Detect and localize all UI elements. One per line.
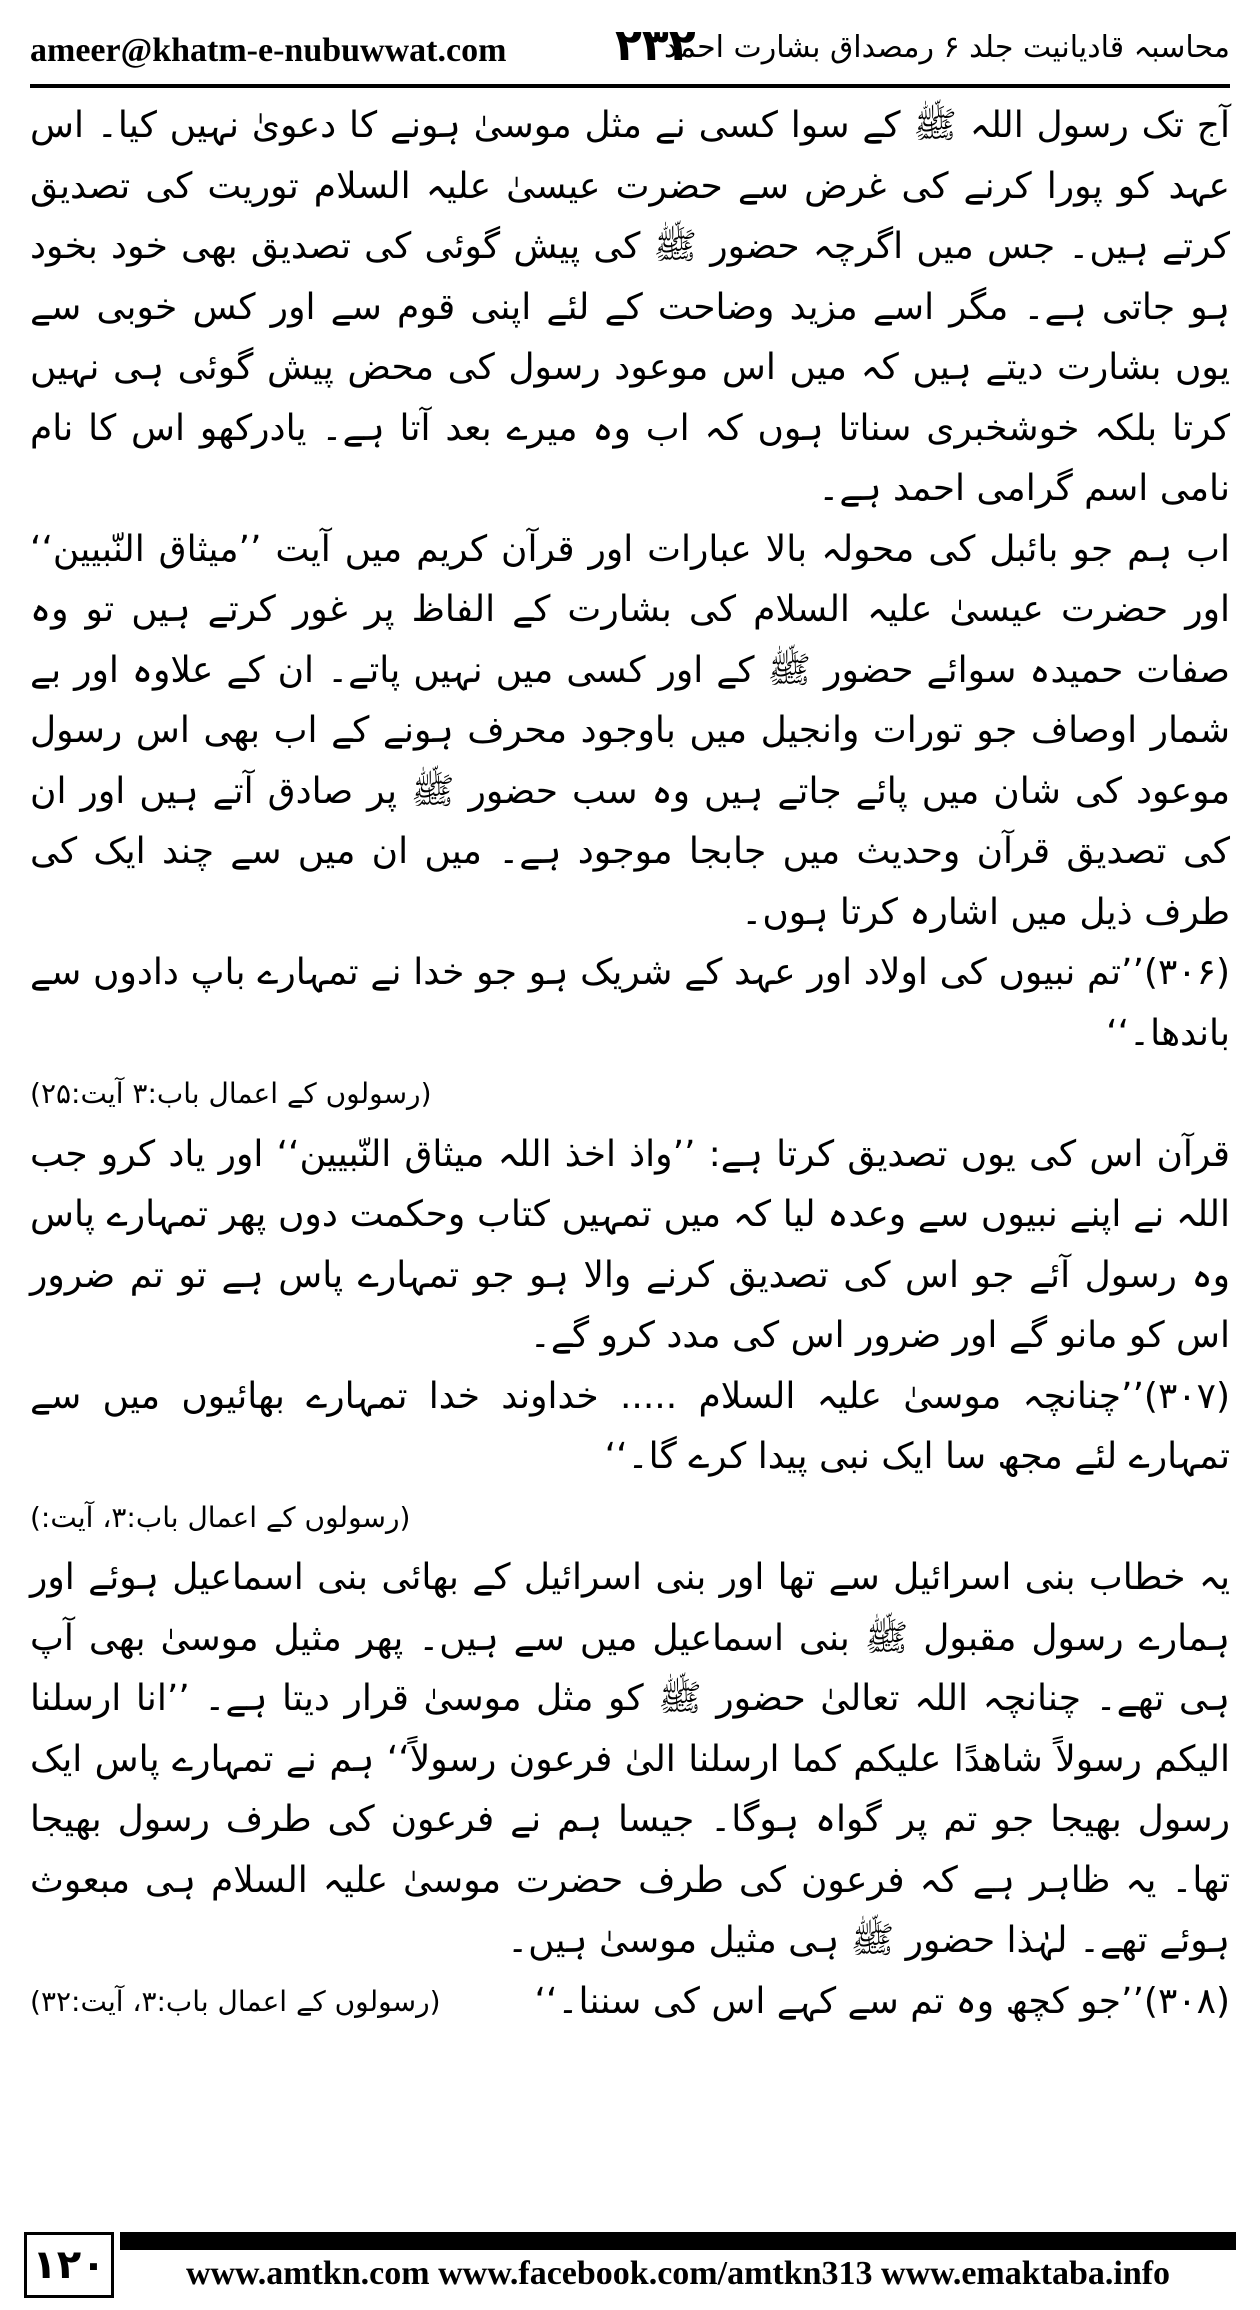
header-divider — [30, 84, 1230, 88]
reference-308: (رسولوں کے اعمال باب:۳، آیت:۳۲) — [30, 1984, 441, 2018]
footer-urls: www.amtkn.com www.facebook.com/amtkn313 www.emaktaba.info — [120, 2250, 1236, 2298]
paragraph-2: اب ہم جو بائبل کی محولہ بالا عبارات اور قرآن کریم میں آیت ’’میثاق النّبیین‘‘ اور حضرت عیسیٰ علیہ السلام کی بشارت کے الفاظ پر غور کرتے ہیں تو وہ صفات حمیدہ سوائے حضور ﷺ کے اور کسی میں نہیں پاتے۔ ان کے علاوہ اور بے شمار اوصاف جو تورات وانجیل میں باوجود محرف ہونے کے اب بھی اس رسول موعود کی شان میں پائے جاتے ہیں وہ سب حضور ﷺ پر صادق آتے ہیں اور ان کی تصدیق قرآن وحدیث میں جابجا موجود ہے۔ میں ان میں سے چند ایک کی طرف ذیل میں اشارہ کرتا ہوں۔ — [30, 528, 1230, 933]
paragraph-1: آج تک رسول اللہ ﷺ کے سوا کسی نے مثل موسیٰ ہونے کا دعویٰ نہیں کیا۔ اس عہد کو پورا کرنے کی غرض سے حضرت عیسیٰ علیہ السلام توریت کی تصدیق کرتے ہیں۔ جس میں اگرچہ حضور ﷺ کی پیش گوئی کی تصدیق بھی خود بخود ہو جاتی ہے۔ مگر اسے مزید وضاحت کے لئے اپنی قوم سے اور کس خوبی سے یوں بشارت دیتے ہیں کہ میں اس موعود رسول کی محض پیش گوئی ہی نہیں کرتا بلکہ خوشخبری سناتا ہوں کہ اب وہ میرے بعد آتا ہے۔ یادرکھو اس کا نام نامی اسم گرامی احمد ہے۔ — [30, 105, 1230, 509]
page-footer — [24, 2232, 1236, 2298]
quote-306-text: (۳۰۶)’’تم نبیوں کی اولاد اور عہد کے شریک ہو جو خدا نے تمہارے باپ دادوں سے باندھا۔‘‘ — [30, 952, 1230, 1054]
quote-308-text: (۳۰۸)’’جو کچھ وہ تم سے کہے اس کی سننا۔‘‘ — [534, 1980, 1230, 2022]
header-book-title: محاسبہ قادیانیت جلد ۶ رمصداق بشارت احمد — [664, 30, 1230, 65]
reference-306-row — [30, 1064, 1230, 1125]
reference-307: (رسولوں کے اعمال باب:۳، آیت:) — [30, 1500, 411, 1534]
paragraph-3: قرآن اس کی یوں تصدیق کرتا ہے: ’’واذ اخذ اللہ میثاق النّبیین‘‘ اور یاد کرو جب اللہ نے اپنے نبیوں سے وعدہ لیا کہ میں تمہیں کتاب وحکمت دوں پھر تمہارے پاس وہ رسول آئے جو اس کی تصدیق کرنے والا ہو جو تمہارے پاس ہے تو تم ضرور اس کو مانو گے اور ضرور اس کی مدد کرو گے۔ — [30, 1133, 1230, 1356]
reference-306: (رسولوں کے اعمال باب:۳ آیت:۲۵) — [30, 1077, 432, 1110]
header-page-number: ۲۳۲ — [615, 20, 696, 71]
footer-page-number: ۱۲۰ — [24, 2232, 114, 2298]
quote-306 — [30, 943, 1230, 1064]
quote-307-text: (۳۰۷)’’چنانچہ موسیٰ علیہ السلام ..... خداوند خدا تمہارے بھائیوں میں سے تمہارے لئے مجھ سا ایک نبی پیدا کرے گا۔‘‘ — [30, 1375, 1230, 1477]
quote-307 — [30, 1367, 1230, 1488]
header-email: ameer@khatm-e-nubuwwat.com — [30, 32, 507, 69]
page-header — [30, 18, 1230, 80]
reference-307-row — [30, 1488, 1230, 1549]
paragraph-4: یہ خطاب بنی اسرائیل سے تھا اور بنی اسرائیل کے بھائی بنی اسماعیل ہوئے اور ہمارے رسول مقبول ﷺ بنی اسماعیل میں سے ہیں۔ پھر مثیل موسیٰ بھی آپ ہی تھے۔ چنانچہ اللہ تعالیٰ حضور ﷺ کو مثل موسیٰ قرار دیتا ہے۔ ’’انا ارسلنا الیکم رسولاً شاھدًا علیکم کما ارسلنا الیٰ فرعون رسولاً‘‘ ہم نے تمہارے پاس ایک رسول بھیجا جو تم پر گواہ ہوگا۔ جیسا ہم نے فرعون کی طرف رسول بھیجا تھا۔ یہ ظاہر ہے کہ فرعون کی طرف حضرت موسیٰ علیہ السلام ہی مبعوث ہوئے تھے۔ لہٰذا حضور ﷺ ہی مثیل موسیٰ ہیں۔ — [30, 1557, 1230, 1961]
quote-308 — [30, 1972, 1230, 2033]
page-body — [30, 96, 1230, 2032]
